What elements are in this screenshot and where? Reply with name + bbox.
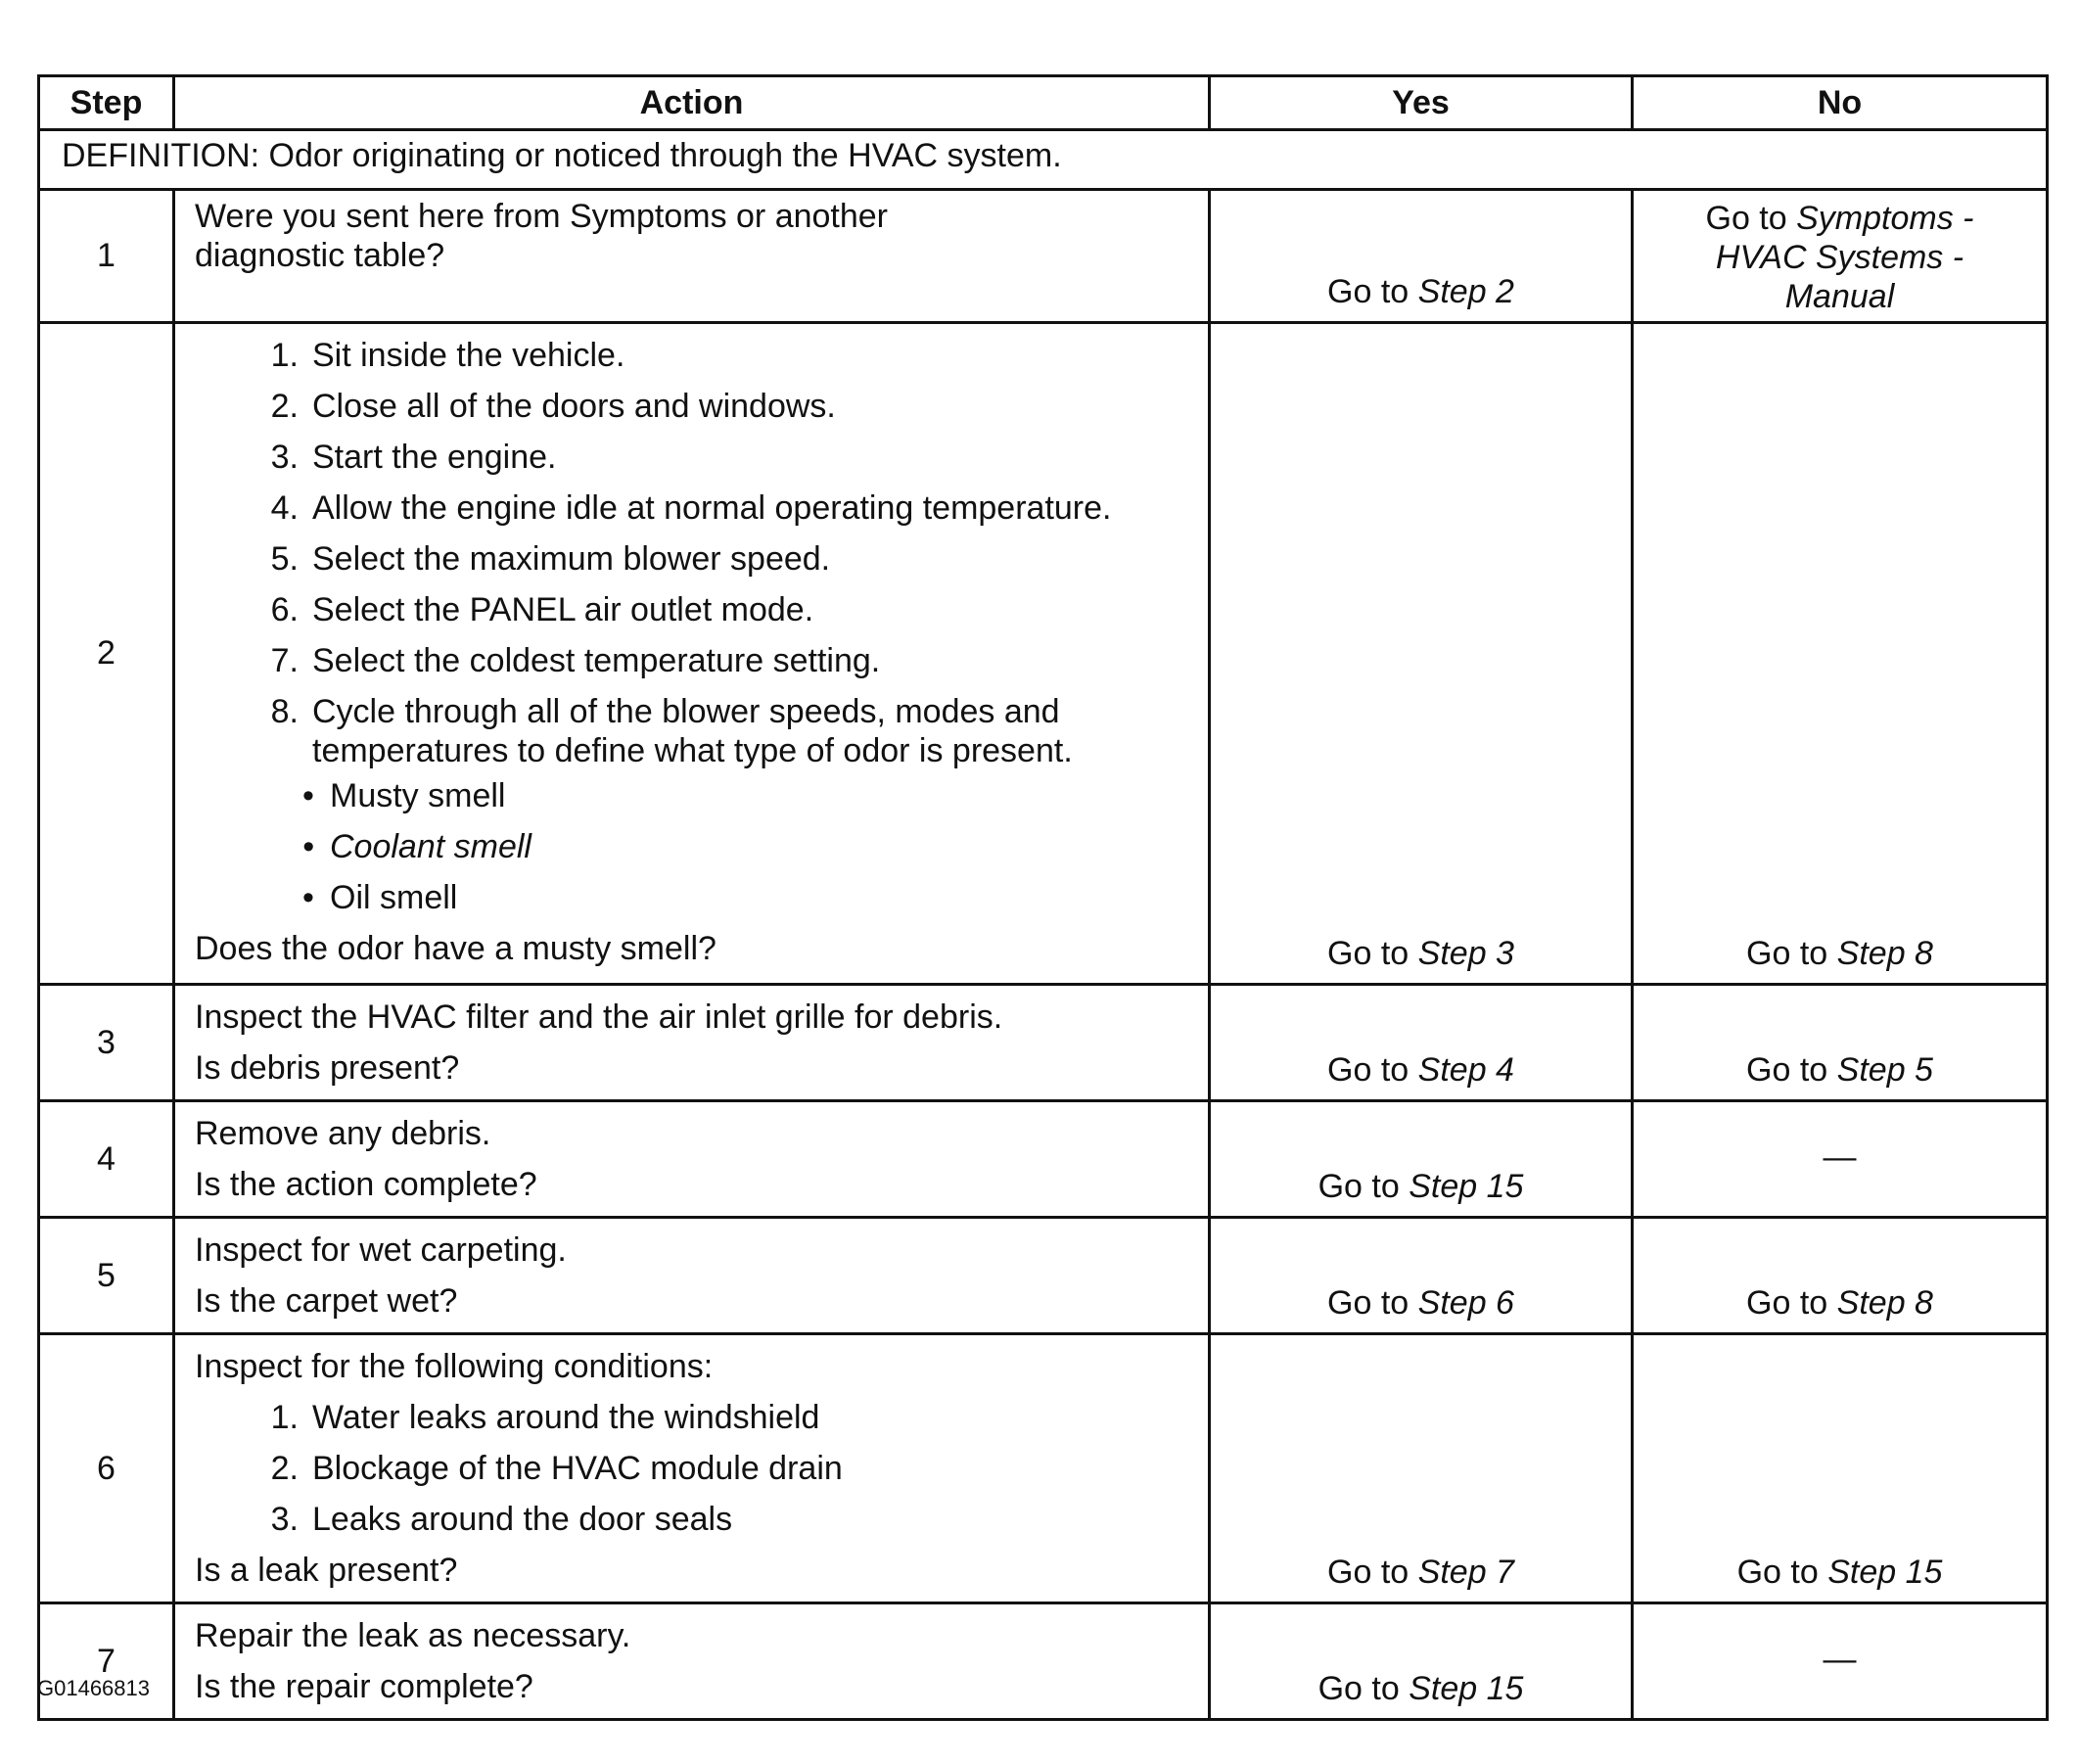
header-yes: Yes (1210, 76, 1633, 130)
goto-label: Go to (1327, 1284, 1409, 1322)
goto-label: Go to (1746, 935, 1828, 972)
action-question-line1: Were you sent here from Symptoms or another (195, 198, 889, 235)
yes-target: Step 15 (1409, 1168, 1524, 1205)
list-item: 6. Select the PANEL air outlet mode. (270, 591, 814, 628)
step-number: 6 (39, 1334, 174, 1603)
action-cell (174, 1603, 1210, 1720)
no-target: Step 15 (1827, 1554, 1943, 1591)
no-dash: — (1823, 1138, 1857, 1176)
step-number: 4 (39, 1101, 174, 1218)
list-item: 1. Sit inside the vehicle. (270, 337, 625, 374)
step-number: 1 (39, 190, 174, 323)
yes-cell (1210, 1101, 1633, 1218)
list-item: 3. Leaks around the door seals (270, 1501, 733, 1538)
no-target: Step 8 (1836, 1284, 1933, 1322)
step-number: 7 (39, 1603, 174, 1720)
figure-id: G01466813 (37, 1676, 150, 1700)
action-question: Is debris present? (195, 1049, 460, 1087)
bullet-item: • Oil smell (302, 872, 1188, 923)
condition-list (195, 1392, 1188, 1545)
action-question: Is the carpet wet? (195, 1282, 458, 1320)
no-cell (1633, 1603, 2048, 1720)
list-item: 2. Blockage of the HVAC module drain (270, 1450, 843, 1487)
action-question: Is the action complete? (195, 1166, 537, 1203)
goto-label: Go to (1746, 1284, 1828, 1322)
goto-label: Go to (1317, 1168, 1400, 1205)
no-target: Step 8 (1836, 935, 1933, 972)
step-number: 2 (39, 323, 174, 985)
diagnostic-table (37, 74, 2049, 1721)
no-target-line1: Symptoms - (1796, 200, 1974, 237)
header-no: No (1633, 76, 2048, 130)
yes-cell (1210, 1334, 1633, 1603)
goto-label: Go to (1746, 1051, 1828, 1089)
list-item: 3. Start the engine. (270, 439, 557, 476)
action-instruction: Inspect the HVAC filter and the air inlet grille for debris. (195, 998, 1003, 1036)
goto-label: Go to (1705, 200, 1787, 237)
list-item: 2. Close all of the doors and windows. (270, 388, 836, 425)
no-cell (1633, 1218, 2048, 1334)
action-question: Is a leak present? (195, 1552, 458, 1589)
action-cell (174, 1101, 1210, 1218)
no-cell (1633, 1101, 2048, 1218)
goto-label: Go to (1327, 1554, 1409, 1591)
no-cell (1633, 190, 2048, 323)
action-cell (174, 985, 1210, 1101)
no-target-line2: HVAC Systems - (1715, 239, 1964, 276)
goto-label: Go to (1317, 1670, 1400, 1707)
no-target-line3: Manual (1784, 278, 1895, 315)
table-row (39, 1334, 2048, 1603)
goto-label: Go to (1736, 1554, 1819, 1591)
table-row (39, 190, 2048, 323)
action-question: Is the repair complete? (195, 1668, 533, 1705)
action-cell (174, 1218, 1210, 1334)
no-dash: — (1823, 1641, 1857, 1678)
table-row (39, 1603, 2048, 1720)
yes-target: Step 7 (1417, 1554, 1514, 1591)
header-row (39, 76, 2048, 130)
bullet-item: • Musty smell (302, 770, 1188, 821)
yes-cell (1210, 985, 1633, 1101)
list-item: 4. Allow the engine idle at normal operating temperature. (270, 489, 1112, 527)
action-question: Does the odor have a musty smell? (195, 930, 716, 967)
yes-target: Step 4 (1417, 1051, 1514, 1089)
list-item: 8. Cycle through all of the blower speeds, modes and temperatures to define what type of odor is present. (270, 693, 1073, 769)
action-instruction: Inspect for wet carpeting. (195, 1231, 567, 1269)
no-cell (1633, 1334, 2048, 1603)
list-item: 7. Select the coldest temperature setting. (270, 642, 881, 679)
action-cell (174, 323, 1210, 985)
header-step: Step (39, 76, 174, 130)
no-cell (1633, 985, 2048, 1101)
no-target: Step 5 (1836, 1051, 1933, 1089)
list-item: 5. Select the maximum blower speed. (270, 540, 831, 578)
yes-cell (1210, 1603, 1633, 1720)
goto-label: Go to (1327, 273, 1409, 310)
action-instruction: Remove any debris. (195, 1115, 491, 1152)
no-cell (1633, 323, 2048, 985)
instruction-list (195, 330, 1188, 770)
table-row (39, 985, 2048, 1101)
definition-text: DEFINITION: Odor originating or noticed through the HVAC system. (39, 130, 2048, 190)
step-number: 3 (39, 985, 174, 1101)
yes-target: Step 15 (1409, 1670, 1524, 1707)
action-instruction: Repair the leak as necessary. (195, 1617, 631, 1654)
bullet-item: • Coolant smell (302, 821, 1188, 872)
yes-cell (1210, 1218, 1633, 1334)
list-item: 1. Water leaks around the windshield (270, 1399, 820, 1436)
header-action: Action (174, 76, 1210, 130)
definition-row (39, 130, 2048, 190)
table-row (39, 1101, 2048, 1218)
step-number: 5 (39, 1218, 174, 1334)
action-instruction: Inspect for the following conditions: (195, 1348, 714, 1385)
goto-label: Go to (1327, 1051, 1409, 1089)
action-question-line2: diagnostic table? (195, 237, 445, 274)
action-cell (174, 1334, 1210, 1603)
yes-target: Step 3 (1417, 935, 1514, 972)
action-cell (174, 190, 1210, 323)
yes-cell (1210, 190, 1633, 323)
table-row (39, 323, 2048, 985)
yes-target: Step 2 (1417, 273, 1514, 310)
goto-label: Go to (1327, 935, 1409, 972)
table-row (39, 1218, 2048, 1334)
yes-target: Step 6 (1417, 1284, 1514, 1322)
yes-cell (1210, 323, 1633, 985)
odor-bullet-list (195, 770, 1188, 923)
